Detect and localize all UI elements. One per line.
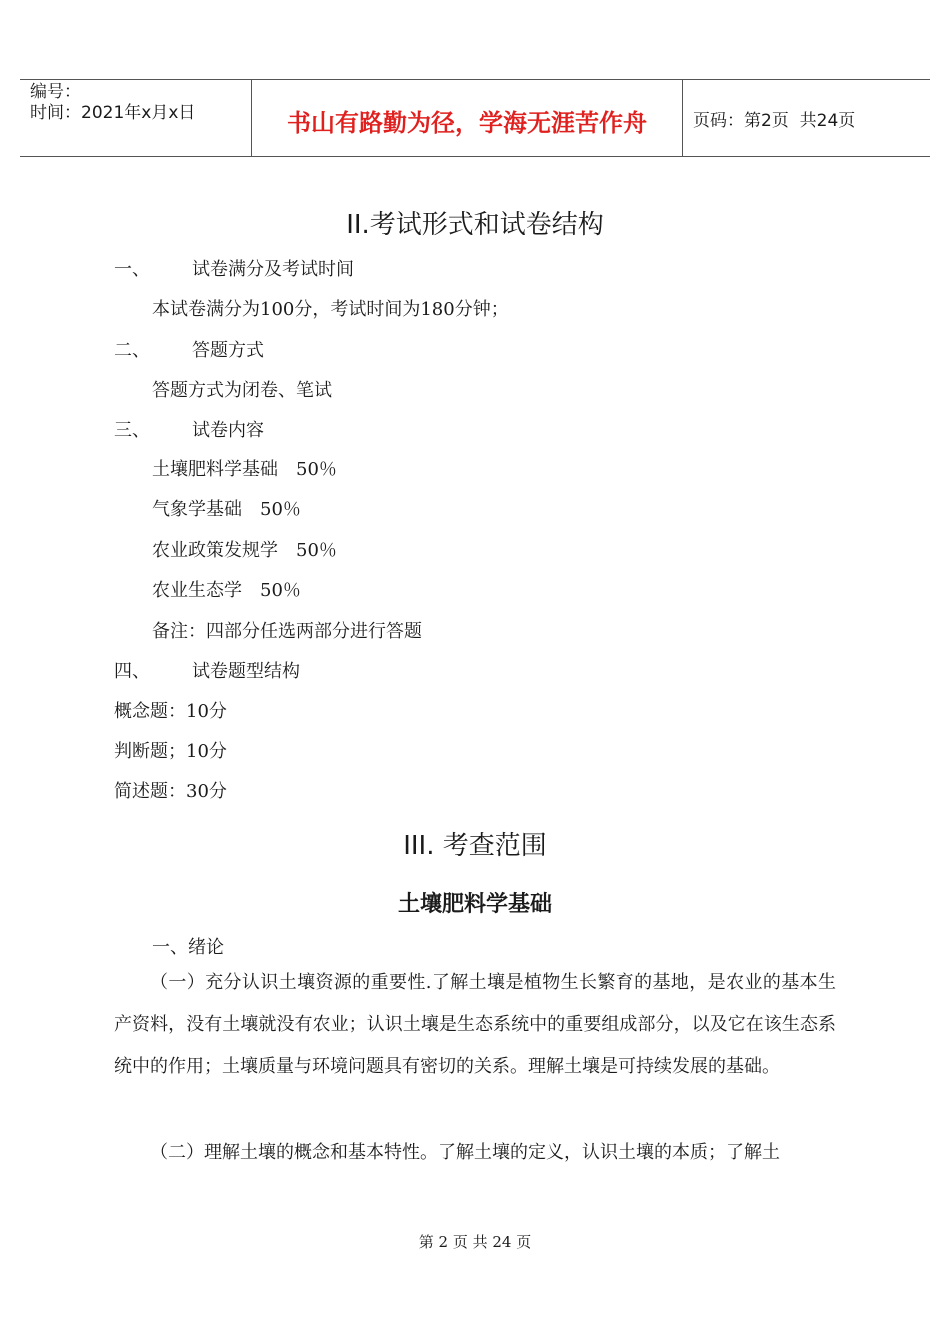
body-paragraph: （一）充分认识土壤资源的重要性.了解土壤是植物生长繁育的基地，是农业的基本生产资料，没有土壤就没有农业；认识土壤是生态系统中的重要组成部分，以及它在该生态系统中的作用；土壤质量与环境问题具有密切的关系。理解土壤是可持续发展的基础。 [114, 972, 836, 1077]
header-motto: 书山有路勤为径，学海无涯苦作舟 [252, 80, 683, 156]
item-number: 二、 [114, 340, 150, 361]
section-title: III. 考查范围 [403, 831, 547, 861]
item-text: 备注：四部分任选两部分进行答题 [152, 621, 422, 642]
page-info-text: 页码：第2页 共24页 [693, 110, 856, 131]
body-paragraph: （二）理解土壤的概念和基本特性。了解土壤的定义，认识土壤的本质；了解土 [150, 1142, 780, 1163]
section-title: II.考试形式和试卷结构 [346, 210, 604, 240]
header-meta [20, 80, 252, 156]
header-page-info [683, 80, 930, 156]
time-label: 时间：2021年x月x日 [30, 103, 196, 123]
question-type: 判断题；10分 [114, 741, 227, 762]
item-text: 答题方式为闭卷、笔试 [152, 380, 332, 401]
item-number: 四、 [114, 661, 150, 682]
item-number: 三、 [114, 420, 150, 441]
item-text: 土壤肥料学基础 50％ [152, 459, 337, 480]
item-text: 本试卷满分为100分，考试时间为180分钟； [152, 299, 509, 320]
item-text: 农业生态学 50％ [152, 580, 301, 601]
item-number: 一、 [114, 259, 150, 280]
item-label: 试卷内容 [192, 420, 264, 441]
page-footer: 第 2 页 共 24 页 [418, 1233, 532, 1251]
chapter-heading: 一、绪论 [152, 937, 224, 958]
item-label: 答题方式 [192, 340, 264, 361]
item-label: 试卷题型结构 [192, 661, 300, 682]
item-text: 气象学基础 50％ [152, 499, 301, 520]
question-type: 简述题：30分 [114, 781, 227, 802]
item-label: 试卷满分及考试时间 [192, 259, 354, 280]
number-label: 编号： [30, 82, 81, 102]
subsection-title: 土壤肥料学基础 [397, 892, 552, 917]
item-text: 农业政策发规学 50％ [152, 540, 337, 561]
question-type: 概念题：10分 [114, 701, 227, 722]
page-header [20, 79, 930, 157]
